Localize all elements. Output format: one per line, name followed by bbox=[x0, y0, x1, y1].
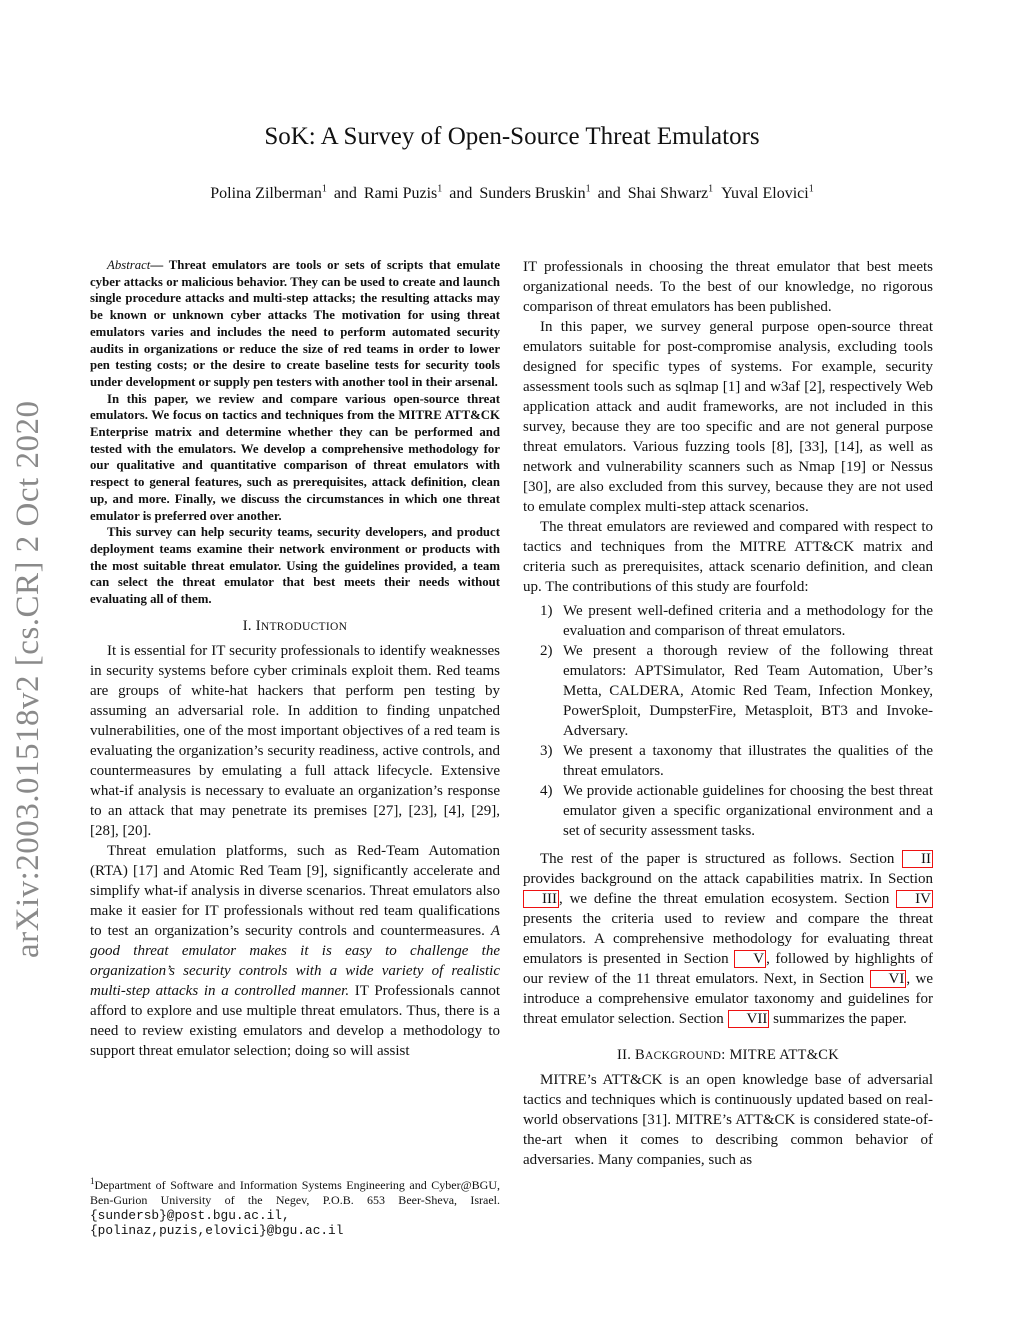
section-link[interactable]: VII bbox=[728, 1010, 770, 1028]
left-column bbox=[90, 257, 500, 1061]
author: Polina Zilberman$^1$ bbox=[210, 184, 327, 203]
body-paragraph: IT professionals in choosing the threat emulator that best meets organizational needs. To the best of our knowledge, no rigorous comparison of threat emulators has been published. bbox=[523, 259, 933, 315]
body-paragraph: In this paper, we survey general purpose open-source threat emulators suitable for post-compromise analysis, excluding tools designed for specific types of systems. For example, security assessment tools such as sqlmap [1] and w3af [2], respectively Web application attack and audit frameworks, are not included in this survey, because they are too specific and are not general purpose threat emulators. Various fuzzing tools [8], [33], [14], as well as network and vulnerability scanners such as Nmap [19] or Nessus [30], are also excluded from this survey, because they are not used to emulate complex multi-step attack scenarios. bbox=[523, 319, 933, 515]
list-item: 3) We present a taxonomy that illustrates the qualities of the threat emulators. bbox=[540, 743, 933, 779]
list-item: 4) We provide actionable guidelines for choosing the best threat emulator given a specific organizational environment and a set of security assessment tasks. bbox=[540, 783, 933, 839]
contributions-list bbox=[523, 601, 933, 841]
author: Shai Shwarz$^1$ bbox=[627, 184, 714, 203]
section-heading-introduction: I. INTRODUCTION bbox=[242, 617, 348, 634]
section-link[interactable]: II bbox=[902, 850, 933, 868]
body-paragraph: MITRE’s ATT&CK is an open knowledge base of adversarial tactics and techniques which is continuously updated based on real-world observations [31]. MITRE’s ATT&CK is considered state-of-the-art when it comes to describing common behavior of adversaries. Many companies, such as bbox=[523, 1072, 933, 1168]
body-paragraph: Threat emulation platforms, such as Red-Team Automation (RTA) [17] and Atomic Red Team [9], significantly accelerate and simplify what-if analysis in diverse scenarios. Threat emulators also make it easier for IT professionals without red team qualifications to test an organization’s security controls and countermeasures. A good threat emulator makes it is easy to challenge the organization’s security controls with a wide variety of realistic multi-step attacks in a controlled manner. IT Professionals cannot afford to explore and use multiple threat emulators. Thus, there is a need to review existing emulators and develop a methodology to support threat emulator selection; doing so will assist bbox=[90, 842, 500, 1059]
section-link[interactable]: VI bbox=[870, 970, 907, 988]
list-item: 1) We present well-defined criteria and a methodology for the evaluation and comparison of threat emulators. bbox=[540, 603, 933, 639]
body-paragraph: It is essential for IT security professionals to identify weaknesses in security systems before cyber criminals exploit them. Red teams are groups of white-hat hackers that perform pen testing by assuming an adversarial role. In addition to finding unpatched vulnerabilities, one of the most important objectives of a red team is evaluating the organization’s security readiness, active controls, and countermeasures by emulating a full attack lifecycle. Extensive what-if analysis is necessary to evaluate an organization’s response to an attack that may penetrate its premises [27], [23], [4], [29], [28], [20]. bbox=[90, 642, 500, 839]
abstract-paragraph: This survey can help security teams, security developers, and product deployment teams examine their network environment or products with the most suitable threat emulator. Using the guidelines provided, a team can select the threat emulator that best meets their needs without evaluating all of them. bbox=[90, 525, 500, 607]
section-link[interactable]: III bbox=[523, 890, 559, 908]
body-paragraph: The rest of the paper is structured as follows. Section II provides background on the attack capabilities matrix. In Section III , we define the threat emulation ecosystem. Section IV presents the criteria used to review and compare the threat emulators. A comprehensive methodology for evaluating threat emulators is presented in Section V , followed by highlights of our review of the 11 threat emulators. Next, in Section VI , we introduce a comprehensive emulator taxonomy and guidelines for threat emulator selection. Section VII summarizes the paper. bbox=[523, 851, 934, 1027]
affiliation-footnote: $^1$Department of Software and Information Systems Engineering and Cyber@BGU, Ben-Gurion University of the Negev, P.O.B. 653 Beer-Sheva, Israel. {sundersb}@post.bgu.ac.il, {polinaz,puzis,elovici}@bgu.ac.il bbox=[90, 1176, 500, 1238]
author-list: Polina Zilberman$^1$ and Rami Puzis$^1$ and Sunders Bruskin$^1$ and Shai Shwarz$^1$ Yuval Elovici$^1$ bbox=[210, 184, 814, 203]
right-column bbox=[523, 257, 933, 1170]
author: Yuval Elovici$^1$ bbox=[721, 184, 814, 203]
author: Sunders Bruskin$^1$ bbox=[479, 184, 591, 203]
abstract-paragraph: In this paper, we review and compare various open-source threat emulators. We focus on tactics and techniques from the MITRE ATT&CK Enterprise matrix and determine whether they can be performed and tested with the emulators. We develop a comprehensive methodology for our qualitative and quantitative comparison of threat emulators with respect to general features, such as prerequisites, attack definition, clean up, and more. Finally, we discuss the circumstances in which one threat emulator is preferred over another. bbox=[90, 391, 500, 523]
section-link[interactable]: V bbox=[734, 950, 766, 968]
section-heading-background: II. BACKGROUND: MITRE ATT&CK bbox=[616, 1047, 840, 1063]
arxiv-identifier: arXiv:2003.01518v2 [cs.CR] 2 Oct 2020 bbox=[10, 400, 46, 958]
section-link[interactable]: IV bbox=[896, 890, 933, 908]
list-item: 2) We present a thorough review of the following threat emulators: APTSimulator, Red Team Automation, Uber’s Metta, CALDERA, Atomic Red Team, Infection Monkey, PowerSploit, DumpsterFire, Metasploit, BT3 and Invoke-Adversary. bbox=[540, 643, 933, 739]
email-address[interactable]: {sundersb}@post.bgu.ac.il, bbox=[90, 1208, 290, 1223]
email-address[interactable]: {polinaz,puzis,elovici}@bgu.ac.il bbox=[90, 1223, 344, 1238]
body-paragraph: The threat emulators are reviewed and compared with respect to tactics and techniques from the MITRE ATT&CK matrix and criteria such as prerequisites, attack scenario definition, and clean up. The contributions of this study are fourfold: bbox=[523, 519, 933, 595]
abstract-paragraph: Abstract— Threat emulators are tools or sets of scripts that emulate cyber attacks or malicious behavior. They can be used to create and launch single procedure attacks and multi-step attacks; the resulting attacks may be known or unknown cyber attacks The motivation for using threat emulators varies and includes the need to perform automated security audits in organizations or reduce the size of red teams in order to lower pen testing costs; or the desire to create baseline tests for security tools under development or supply pen testers with another tool in their arsenal. bbox=[90, 258, 501, 389]
paper-title: SoK: A Survey of Open-Source Threat Emulators bbox=[264, 123, 760, 150]
author: Rami Puzis$^1$ bbox=[363, 184, 443, 203]
